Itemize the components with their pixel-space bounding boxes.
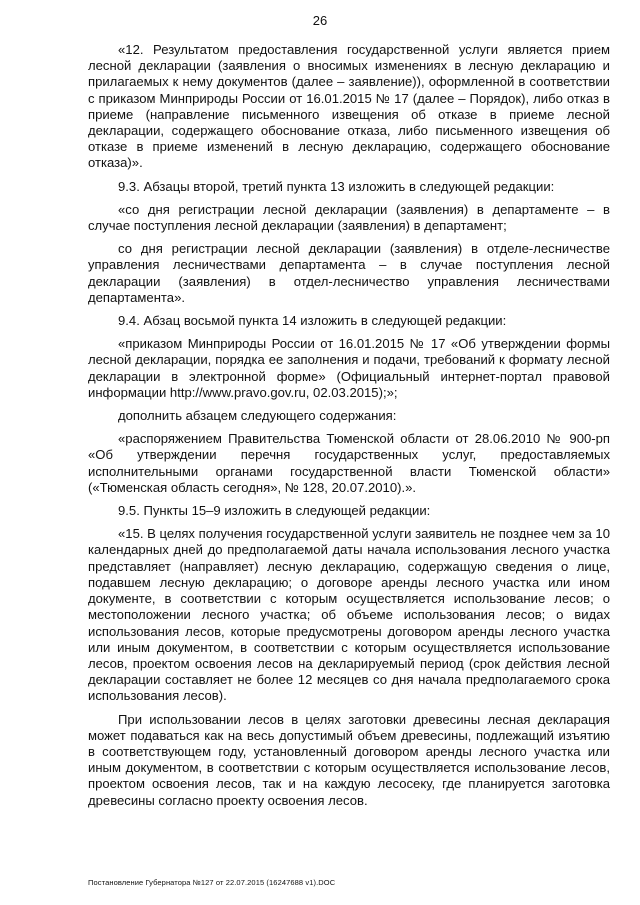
document-footer: Постановление Губернатора №127 от 22.07.2015 (16247688 v1).DOC	[88, 878, 336, 887]
paragraph-result-clause-12: «12. Результатом предоставления государственной услуги является прием лесной декларации (заявления о вносимых изменениях в лесную декларацию и прилагаемых к нему документов (далее – заявление)), оформленной в соответствии с приказом Минприроды России от 16.01.2015 № 17 (далее – Порядок), либо отказ в приеме (направление письменного извещения об отказе в приеме лесной декларации, содержащего обоснование отказа, либо письменного извещения об отказе в приеме изменений в лесную декларацию, содержащего обоснование отказа)».	[88, 42, 610, 171]
paragraph-amendment-9-5: 9.5. Пункты 15–9 изложить в следующей редакции:	[118, 503, 431, 519]
paragraph-government-order: «распоряжением Правительства Тюменской области от 28.06.2010 № 900-рп «Об утверждении перечня государственных услуг, предоставляемых исполнительными органами государственной власти Тюменской области» («Тюменская область сегодня», № 128, 20.07.2010).».	[88, 431, 610, 495]
paragraph-add-clause: дополнить абзацем следующего содержания:	[118, 408, 397, 424]
paragraph-order-minprirody: «приказом Минприроды России от 16.01.2015 № 17 «Об утверждении формы лесной декларации, порядка ее заполнения и подачи, требований к формату лесной декларации в электронной форме» (Официальный интернет-портал правовой информации http://www.pravo.gov.ru, 02.03.2015);»;	[88, 336, 610, 400]
paragraph-amendment-9-4: 9.4. Абзац восьмой пункта 14 изложить в следующей редакции:	[118, 313, 507, 329]
paragraph-clause-15: «15. В целях получения государственной услуги заявитель не позднее чем за 10 календарных дней до предполагаемой даты начала использования лесного участка представляет (направляет) лесную декларацию, содержащую сведения о лице, подавшем лесную декларацию; о договоре аренды лесного участка или ином документе, в соответствии с которым осуществляется использование лесов; о местоположении лесного участка; об объеме использования лесов; о видах использования лесов, которые предусмотрены договором аренды лесного участка или иным документом, в соответствии с которым осуществляется использование лесов, проектом освоения лесов на декларируемый период (срок действия лесной декларации составляет не более 12 месяцев со дня начала предполагаемого срока использования лесов).	[88, 526, 610, 704]
paragraph-registration-forestry: со дня регистрации лесной декларации (заявления) в отделе-лесничестве управления лесничествами департамента – в случае поступления лесной декларации (заявления) в отдел-лесничество управления лесничествами департамента».	[88, 241, 610, 305]
paragraph-timber-harvesting: При использовании лесов в целях заготовки древесины лесная декларация может подаваться как на весь допустимый объем древесины, подлежащий изъятию в соответствующем году, установленный договором аренды лесного участка или иным документом, в соответствии с которым осуществляется использование лесов, проектом освоения лесов, так и на каждую лесосеку, где планируется заготовка древесины согласно проекту освоения лесов.	[88, 711, 610, 808]
page-number: 26	[312, 13, 328, 28]
paragraph-registration-department: «со дня регистрации лесной декларации (заявления) в департаменте – в случае поступления лесной декларации (заявления) в департамент;	[88, 201, 610, 234]
paragraph-amendment-9-3: 9.3. Абзацы второй, третий пункта 13 изложить в следующей редакции:	[118, 178, 555, 194]
document-body	[88, 42, 610, 816]
